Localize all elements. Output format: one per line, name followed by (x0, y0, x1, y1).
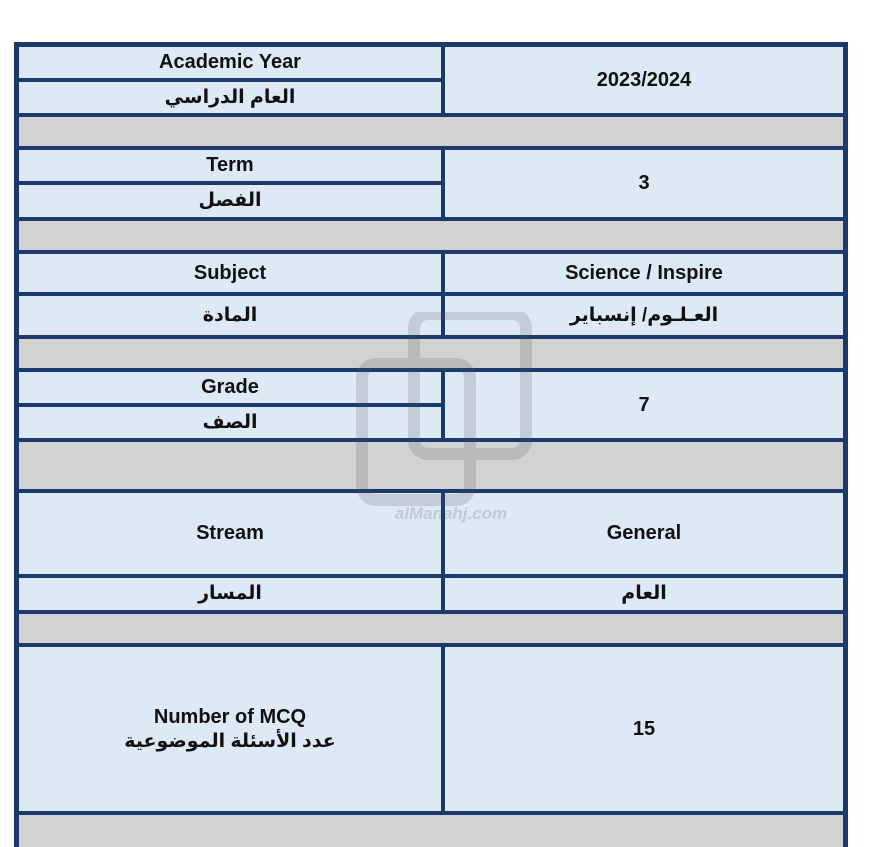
term-label-en: Term (19, 150, 441, 181)
mcq-value: 15 (445, 647, 843, 811)
subject-value-en: Science / Inspire (445, 254, 843, 292)
subject-label-en: Subject (19, 254, 441, 292)
separator-row (19, 815, 843, 847)
separator-row (19, 442, 843, 489)
grade-value: 7 (445, 372, 843, 438)
subject-value-ar: العـلـوم/ إنسباير (445, 296, 843, 335)
mcq-label-ar: عدد الأسئلة الموضوعية (124, 730, 336, 752)
separator-row (19, 221, 843, 250)
academic-year-label-en: Academic Year (19, 47, 441, 78)
academic-year-label-ar: العام الدراسي (19, 82, 441, 113)
term-label-ar: الفصل (19, 185, 441, 217)
grade-label-en: Grade (19, 372, 441, 403)
separator-row (19, 614, 843, 643)
stream-label-ar: المسار (19, 578, 441, 610)
grade-label-ar: الصف (19, 407, 441, 438)
separator-row (19, 339, 843, 368)
stream-value-en: General (445, 493, 843, 574)
academic-year-value: 2023/2024 (445, 47, 843, 113)
subject-label-ar: المادة (19, 296, 441, 335)
mcq-label (19, 647, 441, 811)
term-value: 3 (445, 150, 843, 217)
mcq-label-en: Number of MCQ (153, 705, 307, 728)
separator-row (19, 117, 843, 146)
stream-label-en: Stream (19, 493, 441, 574)
stream-value-ar: العام (445, 578, 843, 610)
